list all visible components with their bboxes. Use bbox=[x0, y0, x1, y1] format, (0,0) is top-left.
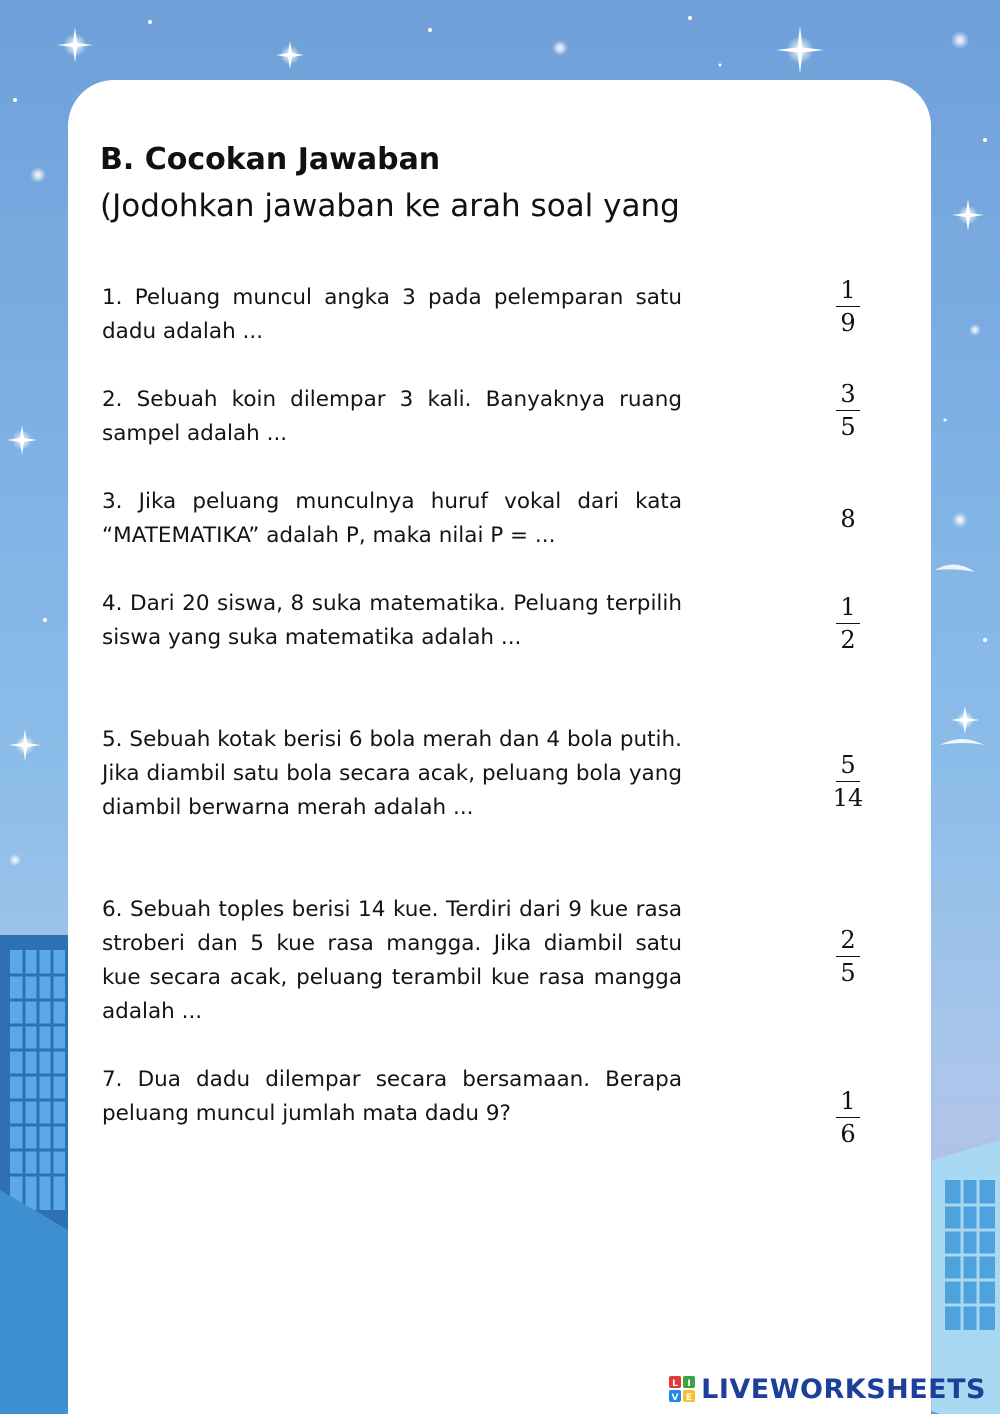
answer-option-5[interactable] bbox=[800, 741, 896, 821]
fraction bbox=[836, 380, 859, 441]
fraction-numerator: 3 bbox=[836, 380, 859, 411]
fraction bbox=[836, 926, 859, 987]
fraction-numerator: 2 bbox=[836, 926, 859, 957]
answer-option-6[interactable] bbox=[800, 916, 896, 996]
svg-text:E: E bbox=[686, 1393, 693, 1402]
question-4: 4. Dari 20 siswa, 8 suka matematika. Peluang terpilih siswa yang suka matematika adalah ... bbox=[102, 591, 682, 650]
fraction-denominator: 14 bbox=[832, 783, 864, 812]
section-heading: B. Cocokan Jawaban bbox=[100, 142, 441, 177]
liveworksheets-logo-icon bbox=[669, 1376, 695, 1402]
question-1: 1. Peluang muncul angka 3 pada pelemparan satu dadu adalah ... bbox=[102, 285, 682, 344]
fraction-numerator: 1 bbox=[836, 276, 859, 307]
answer-option-4[interactable] bbox=[800, 583, 896, 663]
answer-option-7[interactable] bbox=[800, 1077, 896, 1157]
fraction-denominator: 2 bbox=[840, 625, 856, 654]
svg-text:I: I bbox=[687, 1379, 691, 1389]
fraction-denominator: 5 bbox=[840, 412, 856, 441]
question-7: 7. Dua dadu dilempar secara bersamaan. Berapa peluang muncul jumlah mata dadu 9? bbox=[102, 1067, 682, 1126]
liveworksheets-wordmark: LIVEWORKSHEETS bbox=[701, 1373, 986, 1405]
fraction-denominator: 5 bbox=[840, 958, 856, 987]
answer-option-2[interactable] bbox=[800, 370, 896, 450]
question-2: 2. Sebuah koin dilempar 3 kali. Banyaknya ruang sampel adalah ... bbox=[102, 387, 682, 446]
fraction-numerator: 1 bbox=[836, 593, 859, 624]
fraction-denominator: 9 bbox=[840, 308, 856, 337]
fraction bbox=[836, 1087, 859, 1148]
svg-text:L: L bbox=[672, 1379, 679, 1389]
fraction bbox=[836, 276, 859, 337]
question-6: 6. Sebuah toples berisi 14 kue. Terdiri dari 9 kue rasa stroberi dan 5 kue rasa mangga. Jika diambil satu kue secara acak, peluang terambil kue rasa mangga adalah ... bbox=[102, 897, 682, 1024]
fraction-denominator: 6 bbox=[840, 1119, 856, 1148]
instruction-text: (Jodohkan jawaban ke arah soal yang bbox=[100, 188, 680, 224]
question-3: 3. Jika peluang munculnya huruf vokal dari kata “MATEMATIKA” adalah P, maka nilai P = ... bbox=[102, 489, 682, 548]
fraction bbox=[836, 593, 859, 654]
fraction bbox=[829, 751, 868, 812]
whole-number: 8 bbox=[840, 505, 856, 533]
answer-option-1[interactable] bbox=[800, 266, 896, 346]
question-5: 5. Sebuah kotak berisi 6 bola merah dan 4 bola putih. Jika diambil satu bola secara acak, peluang bola yang diambil berwarna merah adalah ... bbox=[102, 727, 682, 820]
answer-option-3[interactable] bbox=[800, 479, 896, 559]
liveworksheets-logo bbox=[669, 1372, 986, 1406]
fraction-numerator: 1 bbox=[836, 1087, 859, 1118]
left-building bbox=[0, 935, 68, 1414]
fraction-numerator: 5 bbox=[836, 751, 859, 782]
svg-text:V: V bbox=[671, 1393, 679, 1402]
